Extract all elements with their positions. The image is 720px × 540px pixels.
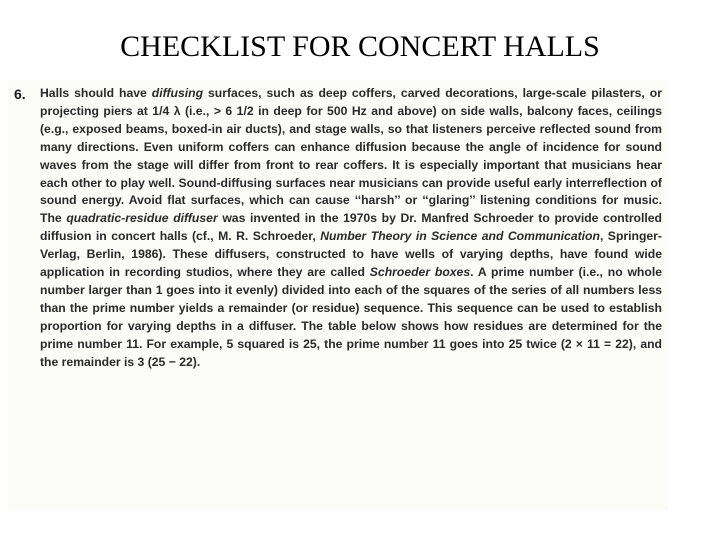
scanned-text-block: [8, 80, 668, 510]
italic-term-schroeder-boxes: Schroeder boxes: [369, 265, 471, 280]
item-number: 6.: [14, 86, 26, 102]
text-segment: . A prime number (i.e., no whole number larger than 1 goes into it evenly) divided into each of the squares of the series of all numbers less than the prime number yields a remainder (or residue) sequence. This sequence can be used to establish proportion for varying depths in a diffuser. The table below shows how residues are determined for the prime number 11. For example, 5 squared is 25, the prime number 11 goes into 25 twice (2 × 11 = 22), and the remainder is 3 (25 − 22).: [40, 265, 662, 369]
text-segment: was invented in the 1970s by Dr. Manfred Schroeder to provide controlled diffusion in concert halls (cf., M. R. Schroeder,: [40, 211, 662, 244]
italic-book-title: Number Theory in Science and Communication: [320, 229, 600, 244]
italic-term-diffusing: diffusing: [151, 86, 204, 100]
slide-title: CHECKLIST FOR CONCERT HALLS: [120, 30, 600, 63]
text-segment: surfaces, such as deep coffers, carved decorations, large-scale pilasters, or projecting piers at 1/4 λ (i.e., > 6 1/2 in deep for 500 Hz and above) on side walls, balcony faces, ceilings (e.g., exposed beams, boxed-in air ducts), and stage walls, so that listeners perceive reflected sound from many directions. Even uniform coffers can enhance diffusion because the angle of incidence for sound waves from the stage will differ from front to rear coffers. It is especially important that musicians hear each other to play well. Sound-diffusing surfaces near musicians can provide useful early interreflection of sound energy. Avoid flat surfaces, which can cause ‘‘harsh’’ or ‘‘glaring’’ listening conditions for music. The: [40, 86, 662, 226]
text-segment: , Springer-Verlag, Berlin, 1986). These diffusers, constructed to have wells of varying depths, have found wide application in recording studios, where they are called: [40, 229, 662, 280]
text-segment: Halls should have: [40, 86, 152, 100]
item-paragraph: [40, 85, 662, 372]
italic-term-quadratic-residue-diffuser: quadratic-residue diffuser: [66, 211, 218, 226]
